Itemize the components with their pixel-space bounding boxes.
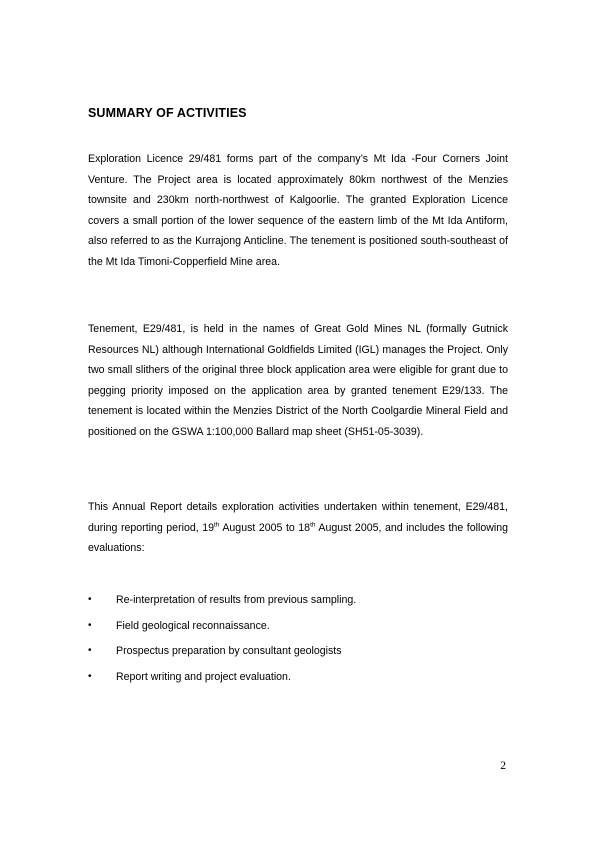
paragraph-text-segment: August 2005 to 18 bbox=[219, 521, 311, 534]
list-item bbox=[88, 590, 356, 616]
list-item-text: Report writing and project evaluation. bbox=[116, 670, 291, 683]
page-title: SUMMARY OF ACTIVITIES bbox=[88, 106, 247, 120]
bullet-icon: • bbox=[88, 670, 92, 682]
page-number: 2 bbox=[500, 760, 506, 772]
bullet-icon: • bbox=[88, 594, 92, 605]
list-item bbox=[88, 667, 356, 693]
paragraph-text-segment: This Annual Report details exploration activities undertaken within tenement, E29/481, during reporting period, 19 bbox=[88, 501, 508, 534]
list-item-text: Re-interpretation of results from previous sampling. bbox=[116, 594, 357, 606]
paragraph-annual-report-scope bbox=[88, 497, 508, 559]
bullet-icon: • bbox=[88, 645, 92, 656]
list-item bbox=[88, 641, 356, 667]
list-item-text: Field geological reconnaissance. bbox=[116, 619, 270, 632]
list-item-text: Prospectus preparation by consultant geologists bbox=[116, 645, 342, 657]
bullet-icon: • bbox=[88, 619, 92, 631]
paragraph-text-segment: August 2005, and includes the following evaluations: bbox=[88, 521, 509, 555]
paragraph-project-overview: Exploration Licence 29/481 forms part of the company’s Mt Ida -Four Corners Joint Venture. The Project area is located approximately 80km northwest of the Menzies townsite and 230km north-northwest of Kalgoorlie. The granted Exploration Licence covers a small portion of the lower sequence of the eastern limb of the Mt Ida Antiform, also referred to as the Kurrajong Anticline. The tenement is positioned south-southeast of the Mt Ida Timoni-Copperfield Mine area. bbox=[88, 153, 508, 268]
list-item bbox=[88, 616, 356, 642]
paragraph-tenement-details: Tenement, E29/481, is held in the names of Great Gold Mines NL (formally Gutnick Resources NL) although International Goldfields Limited (IGL) manages the Project. Only two small slithers of the original three block application area were eligible for grant due to pegging priority imposed on the application area by granted tenement E29/133. The tenement is located within the Menzies District of the North Coolgardie Mineral Field and positioned on the GSWA 1:100,000 Ballard map sheet (SH51-05-3039). bbox=[88, 323, 508, 438]
superscript-ordinal: th bbox=[310, 521, 316, 529]
evaluation-bullet-list bbox=[88, 590, 356, 692]
superscript-ordinal: th bbox=[214, 521, 220, 529]
